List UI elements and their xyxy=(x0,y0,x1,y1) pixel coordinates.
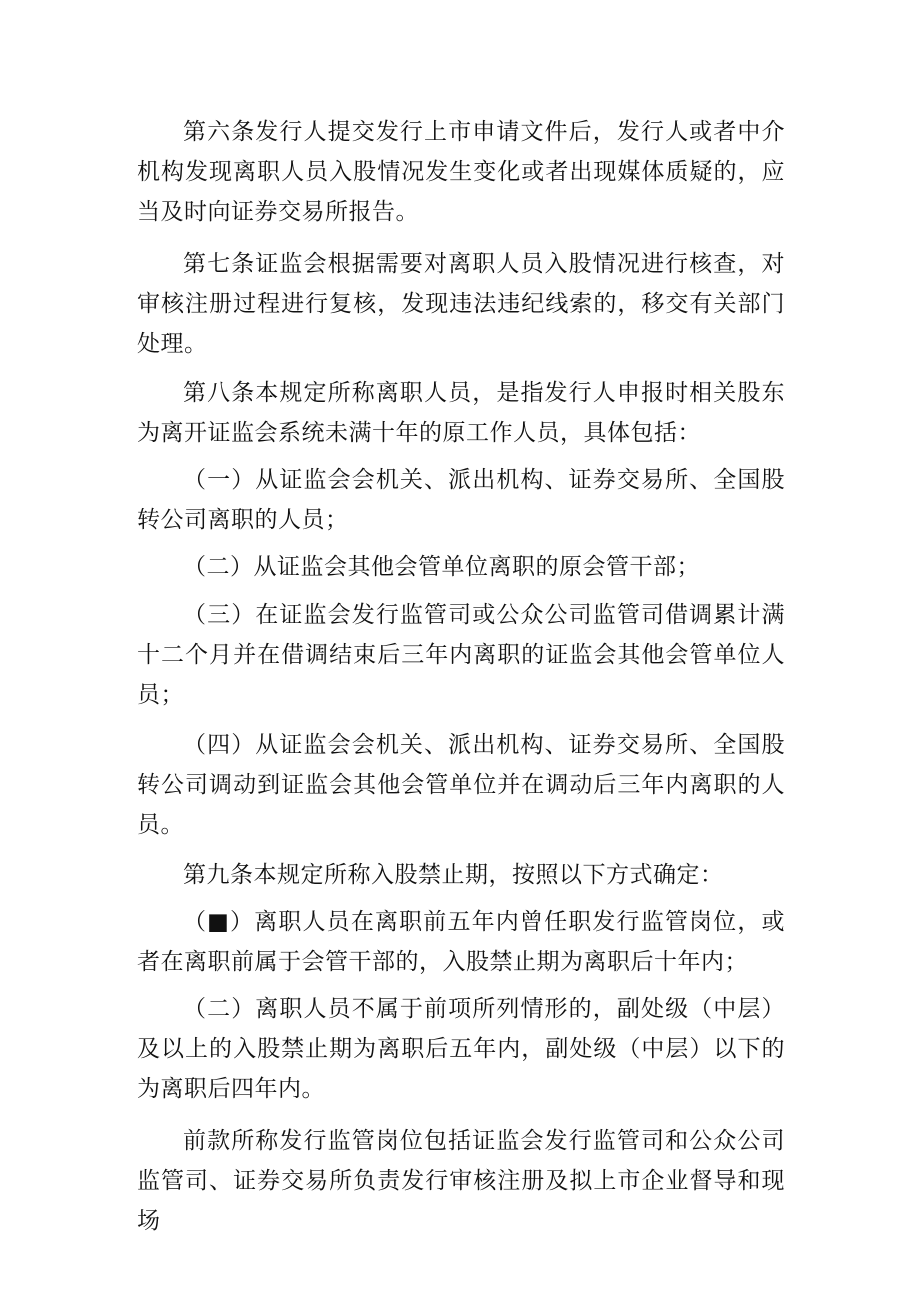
article-9-item-2: （二）离职人员不属于前项所列情形的，副处级（中层）及以上的入股禁止期为离职后五年内，副处级（中层）以下的为离职后四年内。 xyxy=(137,996,785,1102)
article-8-item-1: （一）从证监会会机关、派出机构、证券交易所、全国股转公司离职的人员； xyxy=(137,467,785,533)
article-6-paragraph: 第六条发行人提交发行上市申请文件后，发行人或者中介机构发现离职人员入股情况发生变化或者出现媒体质疑的，应当及时向证券交易所报告。 xyxy=(137,119,785,225)
article-9-paragraph: 第九条本规定所称入股禁止期，按照以下方式确定： xyxy=(183,862,724,888)
article-8-item-4: （四）从证监会会机关、派出机构、证券交易所、全国股转公司调动到证监会其他会管单位并在调动后三年内离职的人员。 xyxy=(137,732,785,838)
article-8-item-2: （二）从证监会其他会管单位离职的原会管干部； xyxy=(183,554,700,580)
article-7-paragraph: 第七条证监会根据需要对离职人员入股情况进行核查，对审核注册过程进行复核，发现违法违纪线索的，移交有关部门处理。 xyxy=(137,251,785,357)
article-8-paragraph: 第八条本规定所称离职人员，是指发行人申报时相关股东为离开证监会系统未满十年的原工作人员，具体包括： xyxy=(137,380,785,446)
article-9-item-1: （■）离职人员在离职前五年内曾任职发行监管岗位，或者在离职前属于会管干部的，入股禁止期为离职后十年内； xyxy=(137,909,785,975)
article-8-item-3: （三）在证监会发行监管司或公众公司监管司借调累计满十二个月并在借调结束后三年内离职的证监会其他会管单位人员； xyxy=(137,602,785,708)
document-body xyxy=(137,112,785,1241)
definition-paragraph: 前款所称发行监管岗位包括证监会发行监管司和公众公司监管司、证券交易所负责发行审核注册及拟上市企业督导和现场 xyxy=(137,1128,785,1234)
